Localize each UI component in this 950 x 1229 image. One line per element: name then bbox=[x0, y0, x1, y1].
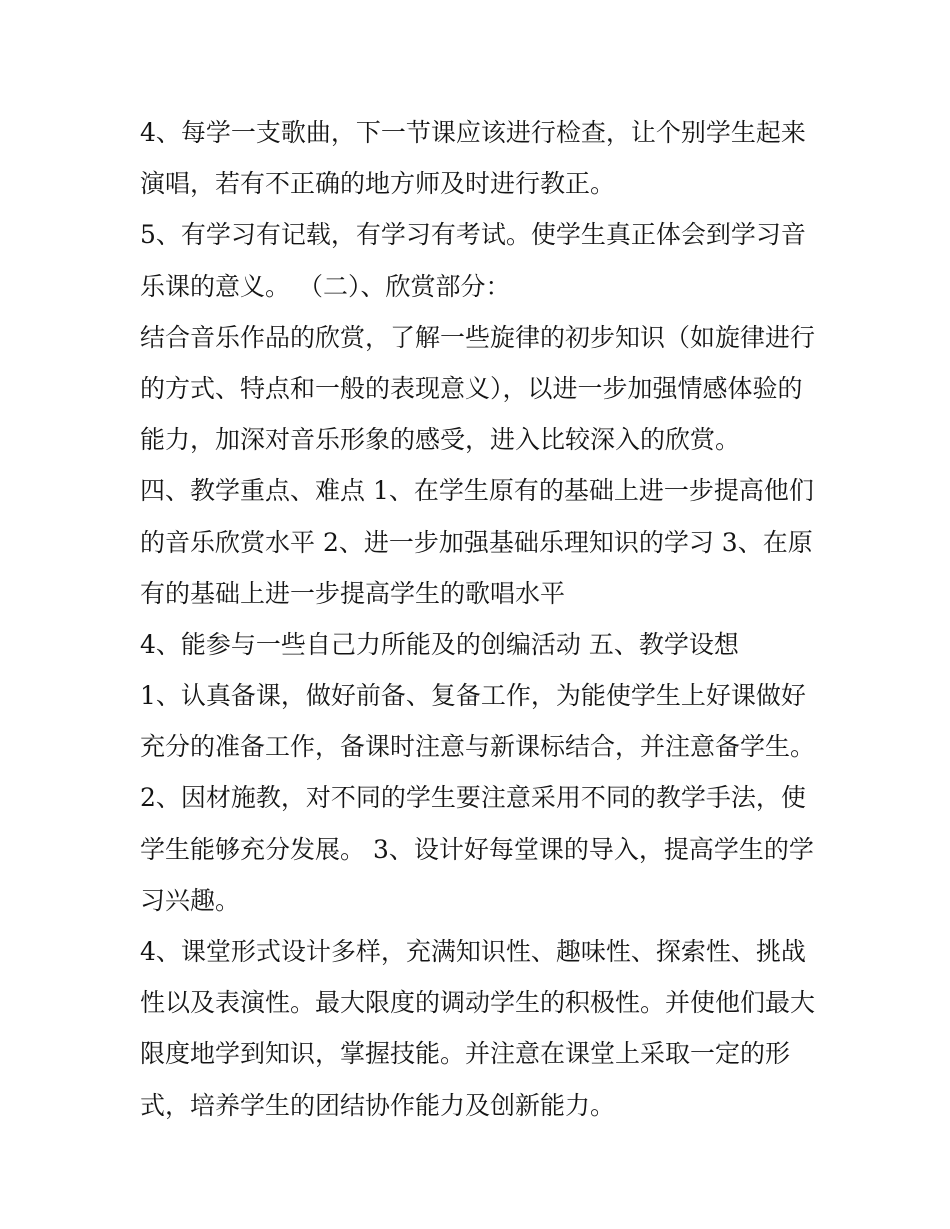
text-line: 结合音乐作品的欣赏，了解一些旋律的初步知识（如旋律进行 bbox=[140, 322, 816, 352]
text-line: 能力，加深对音乐形象的感受，进入比较深入的欣赏。 bbox=[140, 425, 741, 455]
text-line: 1、认真备课，做好前备、复备工作，为能使学生上好课做好 bbox=[140, 681, 806, 711]
text-line: 四、教学重点、难点 1、在学生原有的基础上进一步提高他们 bbox=[140, 476, 814, 506]
text-line: 4、能参与一些自己力所能及的创编活动 五、教学设想 bbox=[140, 629, 739, 659]
text-line: 式，培养学生的团结协作能力及创新能力。 bbox=[140, 1090, 616, 1120]
text-line: 4、课堂形式设计多样，充满知识性、趣味性、探索性、挑战 bbox=[140, 937, 806, 966]
text-line: 的方式、特点和一般的表现意义），以进一步加强情感体验的 bbox=[140, 373, 803, 403]
text-line: 演唱，若有不正确的地方师及时进行教正。 bbox=[140, 169, 616, 199]
text-line: 4、每学一支歌曲，下一节课应该进行检查，让个别学生起来 bbox=[140, 118, 806, 147]
text-line: 充分的准备工作，备课时注意与新课标结合，并注意备学生。 bbox=[140, 732, 816, 762]
text-line: 性以及表演性。最大限度的调动学生的积极性。并使他们最大 bbox=[140, 988, 816, 1018]
text-line: 5、有学习有记载，有学习有考试。使学生真正体会到学习音 bbox=[140, 220, 806, 250]
text-line: 2、因材施教，对不同的学生要注意采用不同的教学手法，使 bbox=[140, 783, 806, 813]
text-line: 乐课的意义。 （二）、欣赏部分： bbox=[140, 271, 511, 301]
text-line: 的音乐欣赏水平 2、进一步加强基础乐理知识的学习 3、在原 bbox=[140, 527, 813, 557]
text-line: 学生能够充分发展。 3、设计好每堂课的导入，提高学生的学 bbox=[140, 834, 814, 864]
document-body bbox=[140, 107, 830, 1131]
text-line: 限度地学到知识，掌握技能。并注意在课堂上采取一定的形 bbox=[140, 1039, 791, 1069]
text-line: 有的基础上进一步提高学生的歌唱水平 bbox=[140, 578, 566, 608]
text-line: 习兴趣。 bbox=[140, 885, 241, 915]
